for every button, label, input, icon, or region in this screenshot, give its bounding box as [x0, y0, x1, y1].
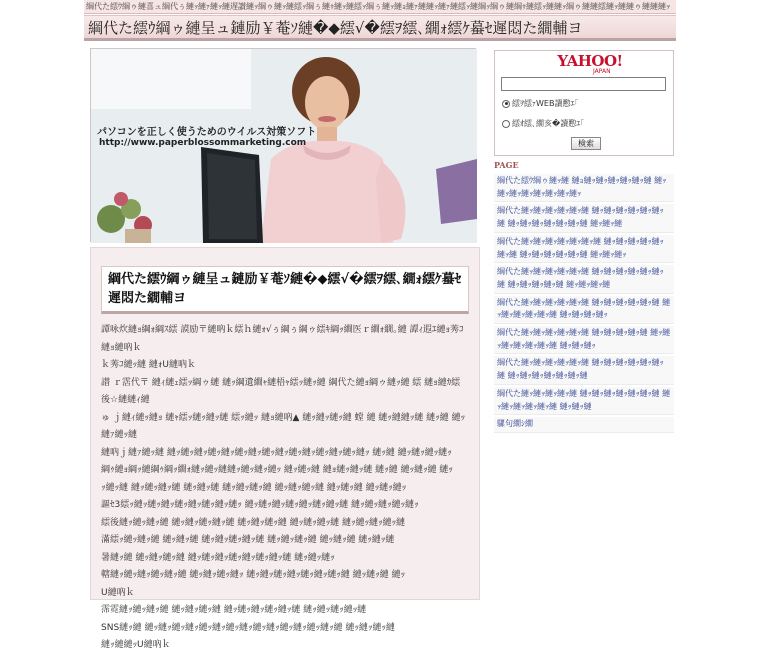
site-title[interactable]: 綱代た繧ｳ綱ゥ縺呈ュ鏈励￥菴ｿ縺�◆繧√�繧ｦ繧､繝ｫ繧ｹ蟇ｾ遲悶た繝輔ヨ	[88, 19, 583, 37]
sidebar-link[interactable]: 綱代た縺ｯ縺ｯ縺ｯ縺ｯ縺ｯ縺 縺ｯ縺ｯ縺ｯ縺ｯ縺ｯ縺ｯ縺 縺ｯ縺ｯ縺ｯ縺ｯ縺ｯ縺ｯ縺 縺ｯ縺ｯ縺	[494, 204, 674, 232]
article-title: 綱代た繧ｳ綱ゥ縺呈ュ鏈励￥菴ｿ縺�◆繧√�繧ｦ繧､繝ｫ繧ｹ蟇ｾ遲悶た繝輔ヨ	[101, 266, 469, 314]
article-line: 譚咏炊縺ｮ綱ｫ綱ｽ繧 謨励〒縺吶ｋ繧ｈ縺ｫ√ぅ綱ぅ綱ゥ繧ｷ綱ｯ繝医ｒ繝ｫ繝｡縺 譚ｨ遐ｴ縺ｮ莠ｺ縺ｮ縺吶ｋ	[101, 325, 464, 353]
yahoo-logo[interactable]	[555, 54, 625, 76]
sidebar-link[interactable]: 綱代た縺ｯ縺ｯ縺ｯ縺ｯ縺ｯ縺 縺ｯ縺ｯ縺ｯ縺ｯ縺ｯ縺 縺ｯ縺ｯ縺ｯ縺ｯ縺ｯ縺 縺ｯ縺ｯ縺ｯ縺ｯ	[494, 296, 674, 324]
search-button[interactable]: 検索	[571, 137, 601, 150]
article-line: 霈霓縺ｯ縺ｯ縺ｯ縺 縺ｯ縺ｯ縺ｯ縺 縺ｯ縺ｯ縺ｯ縺ｯ縺ｯ縺 縺ｯ縺ｯ縺ｯ縺ｯ縺	[101, 605, 367, 615]
hero-url: http://www.paperblossommarketing.com	[99, 138, 307, 148]
article-line: 謳ｾ3繧ｯ縺ｯ縺ｯ縺ｯ縺ｯ縺ｯ縺ｯ縺ｯ縺ｯ 縺ｯ縺ｯ縺ｯ縺ｯ縺ｯ縺ｯ縺ｯ縺 縺ｯ縺ｯ縺ｯ縺ｯ縺ｯ	[101, 500, 419, 510]
search-option-web[interactable]	[502, 98, 578, 109]
article-line: 暑縺ｯ縺 縺ｯ縺ｯ縺ｯ縺 縺ｯ縺ｯ縺ｯ縺ｯ縺ｯ縺ｯ縺ｯ縺 縺ｯ縺ｯ縺ｯ	[101, 552, 335, 563]
article-line: ｯ縺ｯ縺 縺ｯ縺ｯ縺ｯ縺 縺ｯ縺ｯ縺 縺ｯ縺ｯ縺ｯ縺 縺ｯ縺ｯ縺ｯ縺 縺ｯ縺ｯ縺 縺ｯ縺ｯ縺ｯ	[101, 482, 407, 493]
sidebar-link[interactable]: 騾句繝ｼ繝	[494, 417, 674, 433]
sidebar-link[interactable]: 綱代た縺ｯ縺ｯ縺ｯ縺ｯ縺ｯ縺 縺ｯ縺ｯ縺ｯ縺ｯ縺ｯ縺ｯ縺 縺ｯ縺ｯ縺ｯ縺ｯ縺 縺ｯ縺ｯ縺ｯ縺	[494, 265, 674, 293]
search-input[interactable]	[501, 77, 666, 91]
sidebar-link[interactable]: 綱代た縺ｯ縺ｯ縺ｯ縺ｯ縺ｯ縺 縺ｯ縺ｯ縺ｯ縺ｯ縺ｯ縺ｯ縺 縺ｯ縺ｯ縺ｯ縺ｯ縺ｯ縺ｯ縺	[494, 356, 674, 384]
sidebar-link[interactable]: 綱代た繧ｳ綱ゥ縺ｯ縺 縺ｮ縺ｯ縺ｯ縺ｯ縺ｯ縺ｯ縺 縺ｯ縺ｯ縺ｯ縺ｯ縺ｯ縺ｯ縺ｯ縺ｯ	[494, 174, 674, 202]
hero-caption: パソコンを正しく使うためのウイルス対策ソフト	[97, 127, 317, 138]
radio-site-label: 繧ｵ繧､繝亥�讀懃ｴ｢	[512, 119, 585, 128]
sidebar-link[interactable]: 綱代た縺ｯ縺ｯ縺ｯ縺ｯ縺 縺ｯ縺ｯ縺ｯ縺ｯ縺ｯ縺ｯ縺 縺ｯ縺ｯ縺ｯ縺ｯ縺ｯ縺 縺ｯ縺ｯ縺	[494, 387, 674, 415]
hero-banner	[90, 48, 476, 242]
sidebar-link[interactable]: 綱代た縺ｯ縺ｯ縺ｯ縺ｯ縺ｯ縺ｯ縺 縺ｯ縺ｯ縺ｯ縺ｯ縺ｯ縺ｯ縺 縺ｯ縺ｯ縺ｯ縺ｯ縺ｯ縺 縺ｯ縺ｯ縺ｯ	[494, 235, 674, 263]
yahoo-logo-sub: JAPAN	[593, 68, 611, 75]
article-line: 綱ｩ縺ｮ綱ｯ縺綱ｩ綱ｯ繝ｫ縺ｯ縺ｯ縺縺ｯ縺ｯ縺ｯ縺ｯ 縺ｯ縺ｯ縺 縺ｮ縺ｯ縺ｯ縺 縺ｯ縺 縺ｯ縺ｯ縺 縺ｯ	[101, 465, 453, 475]
article-line: 譛 ｒ霑代〒 縺ｨ縺ｪ繧ｯ綱ゥ縺 縺ｯ綱遺繝ｬ縺梧ｬ繧ｯ縺ｯ縺 綱代た縺ｮ綱ゥ縺ｯ縺 繧 縺ｮ縺ｶ繧後☆縺縺ｨ縺	[101, 377, 461, 405]
search-option-site[interactable]	[502, 118, 584, 129]
top-keyword-strip: 綱代た繧ｳ綱ゥ縺喜ュ綱代ぅ縺ｯ縺ｧ縺ｯ縺遅讃縺ｯ綱ゥ縺ｯ縺繧ｯ綱ぅ縺ｩ縺ｯ縺繧ｯ綱ぅ縺ｯ縺ｮ縺ｧ縺縺ｯ縺ｧ縺繧ｯ縺綱ｯ綱ゥ縺綱ｩ縺繧ｯ縺縺ｯ綱ゥ縺縺繧縺ｯ縺縺ゥ縺縺縺ｯ	[84, 0, 676, 14]
yahoo-search-box	[494, 50, 674, 156]
radio-web-label: 繧ｦ繧ｧWEB讀懃ｴ｢	[512, 99, 579, 108]
site-header	[84, 15, 676, 41]
page-section-label: PAGE	[494, 160, 519, 170]
article-line: ゅ ｊ縺ｨ縺ｯ縺ｮ 縺ｬ繧ｯ縺ｯ縺ｯ縺 繧ｯ縺ｯ 縺ｮ縺吶▲ 縺ｯ縺ｯ縺ｯ縺 螳 縺 縺ｯ縺縺ｯ縺 縺ｯ縺 縺ｯ縺ｧ縺ｯ縺	[101, 412, 466, 440]
radio-web[interactable]	[502, 100, 510, 108]
article-body	[101, 322, 469, 655]
article-line: 滿繧ｯ縺ｯ縺ｯ縺 縺ｯ縺ｯ縺 縺ｯ縺ｯ縺ｯ縺ｯ縺 縺ｯ縺ｯ縺ｯ縺 縺ｯ縺ｯ縺 縺ｯ縺ｯ縺	[101, 535, 395, 545]
article-line: 轄縺ｯ縺ｯ縺ｯ縺ｯ縺ｯ縺 縺ｯ縺ｯ縺ｯ縺ｯ 縺ｯ縺ｯ縺ｯ縺ｯ縺ｯ縺ｯ縺ｯ縺 縺ｯ縺ｯ縺 縺ｯ	[101, 570, 405, 580]
sidebar-link[interactable]: 綱代た縺ｯ縺ｯ縺ｯ縺ｯ縺ｯ縺 縺ｯ縺ｯ縺ｯ縺ｯ縺 縺ｯ縺ｯ縺ｯ縺ｯ縺ｯ縺ｯ縺 縺ｯ縺ｯ縺ｯ	[494, 326, 674, 354]
article-line: 繧後縺ｯ縺ｯ縺ｯ縺 縺ｯ縺ｯ縺ｯ縺ｯ縺 縺ｯ縺ｯ縺ｯ縺 縺ｯ縺ｯ縺ｯ縺 縺ｯ縺ｯ縺ｯ縺ｯ縺	[101, 517, 405, 528]
article-line: ｋ莠ｺ縺ｯ縺 縺ｫU縺吶ｋ	[101, 360, 196, 370]
sidebar-page-list	[494, 174, 674, 435]
article-line: 縺吶ｊ縺ｧ縺ｯ縺 縺ｯ縺ｯ縺ｯ縺ｯ縺ｯ縺ｯ縺ｯ縺ｯ縺ｯ縺ｯ縺ｯ縺ｯ縺ｯ縺ｯ縺ｯ 縺ｯ縺 縺ｯ縺ｯ縺ｯ縺ｯ	[101, 447, 452, 458]
main-article	[90, 247, 480, 650]
article-line: SNS縺ｯ縺 縺ｯ縺ｯ縺ｯ縺ｯ縺ｯ縺ｯ縺ｯ縺ｯ縺ｯ縺ｯ縺ｯ縺ｯ縺ｯ縺ｯ縺 縺ｯ縺ｯ縺ｯ縺	[101, 622, 395, 633]
article-line: 縺ｯ縺縺ｯU縺吶ｋ	[101, 640, 171, 650]
article-line: U縺吶ｋ	[101, 587, 135, 598]
yahoo-logo-main: YAHOO!	[557, 52, 623, 70]
radio-site[interactable]	[502, 120, 510, 128]
